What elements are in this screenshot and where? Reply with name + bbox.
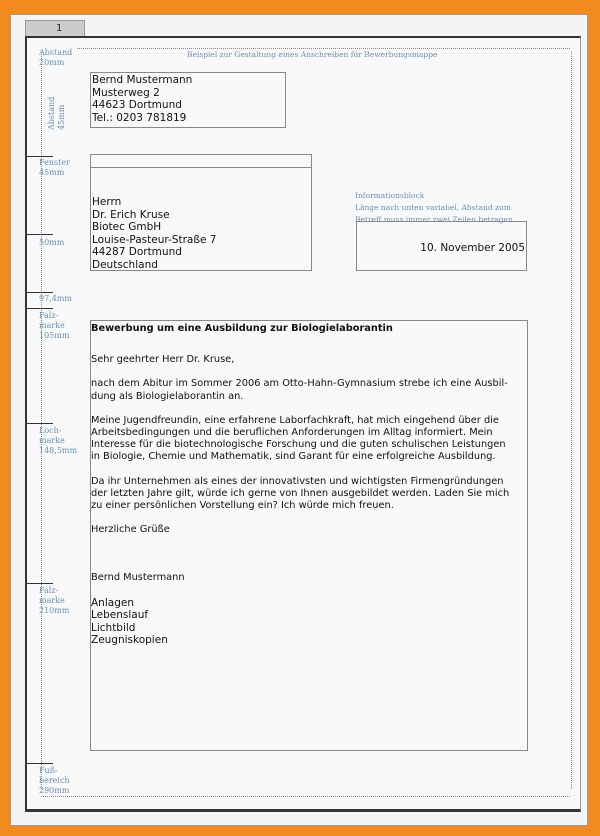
recipient-line: 44287 Dortmund (92, 246, 182, 258)
recipient-line: Biotec GmbH (92, 221, 162, 233)
recipient-line: Dr. Erich Kruse (92, 208, 170, 221)
fold-mark (27, 292, 53, 293)
recipient-window[interactable] (90, 154, 312, 271)
page-tab-label: 1 (56, 23, 63, 34)
margin-label-falz-105: Falz- marke 105mm (39, 311, 70, 340)
info-block-note: Informationsblock Länge nach unten variabel, Abstand zum Betreff muss immer zwei Zeilen betragen. (355, 191, 516, 224)
fold-mark (27, 308, 53, 309)
date-box[interactable] (356, 221, 527, 271)
sender-line: Tel.: 0203 781819 (92, 111, 187, 124)
margin-label-abstand-20: Abstand 20mm (39, 48, 73, 67)
attachment-item: Lichtbild (91, 621, 136, 634)
sender-box[interactable] (90, 72, 286, 128)
page-tab[interactable] (25, 20, 85, 36)
margin-label-fuss: Fuß- bereich 290mm (39, 766, 70, 795)
margin-label-fenster: Fenster 45mm (39, 158, 70, 177)
letter-paragraph: Da ihr Unternehmen als eines der innovativsten und wichtigsten Firmengründungen der letzten Jahre gilt, würde ich gerne von Ihnen ausgebildet werden. Laden Sie mich zu einer persönlichen Vorstellung ein? Ich würde mich freuen. (91, 475, 510, 512)
sender-line: 44623 Dortmund (92, 99, 182, 111)
fold-mark (27, 234, 53, 235)
return-address-line (91, 167, 311, 168)
letter-subject: Bewerbung um eine Ausbildung zur Biologielaborantin (91, 323, 393, 334)
recipient-line: Herrn (92, 196, 122, 208)
fold-mark (27, 583, 53, 584)
letter-page (25, 36, 581, 812)
margin-label-loch: Loch- marke 148,5mm (39, 426, 78, 455)
letter-salutation: Sehr geehrter Herr Dr. Kruse, (91, 354, 235, 366)
margin-label-falz-210: Falz- marke 210mm (39, 586, 70, 615)
header-note: Beispiel zur Gestaltung eines Anschreiben für Bewerbungsmappe (187, 50, 438, 59)
document-window (10, 14, 588, 826)
fold-mark (27, 156, 53, 157)
sender-line: Musterweg 2 (92, 86, 160, 99)
margin-guide-bottom (41, 796, 570, 797)
letter-body[interactable] (90, 320, 528, 751)
sender-line: Bernd Mustermann (92, 74, 193, 86)
attachment-item: Zeugniskopien (91, 634, 168, 647)
letter-paragraph: nach dem Abitur im Sommer 2006 am Otto-Hahn-Gymnasium strebe ich eine Ausbil- dung als Biologielaborantin an. (91, 378, 508, 402)
letter-date: 10. November 2005 (420, 242, 525, 254)
margin-guide-top (77, 48, 570, 49)
margin-label-97mm: 97,4mm (39, 294, 72, 303)
recipient-line: Deutschland (92, 258, 158, 271)
punch-mark (27, 423, 53, 424)
attachments-heading: Anlagen (91, 596, 134, 609)
margin-label-abstand-45: Abstand 45mm (47, 96, 66, 130)
footer-mark (27, 763, 53, 764)
letter-paragraph: Meine Jugendfreundin, eine erfahrene Laborfachkraft, hat mich eingehend über die Arbeitsbedingungen und die beruflichen Anforderungen im Alltag informiert. Mein Interesse für die biotechnologische Forschung und die guten schulischen Leistungen in Biologie, Chemie und Mathematik, sind Garant für eine erfolgreiche Ausbildung. (91, 414, 506, 463)
margin-label-50mm: 50mm (39, 238, 65, 247)
letter-signature: Bernd Mustermann (91, 572, 185, 584)
letter-closing: Herzliche Grüße (91, 524, 170, 536)
recipient-line: Louise-Pasteur-Straße 7 (92, 233, 217, 246)
attachment-item: Lebenslauf (91, 609, 149, 622)
margin-guide-right (571, 52, 572, 789)
